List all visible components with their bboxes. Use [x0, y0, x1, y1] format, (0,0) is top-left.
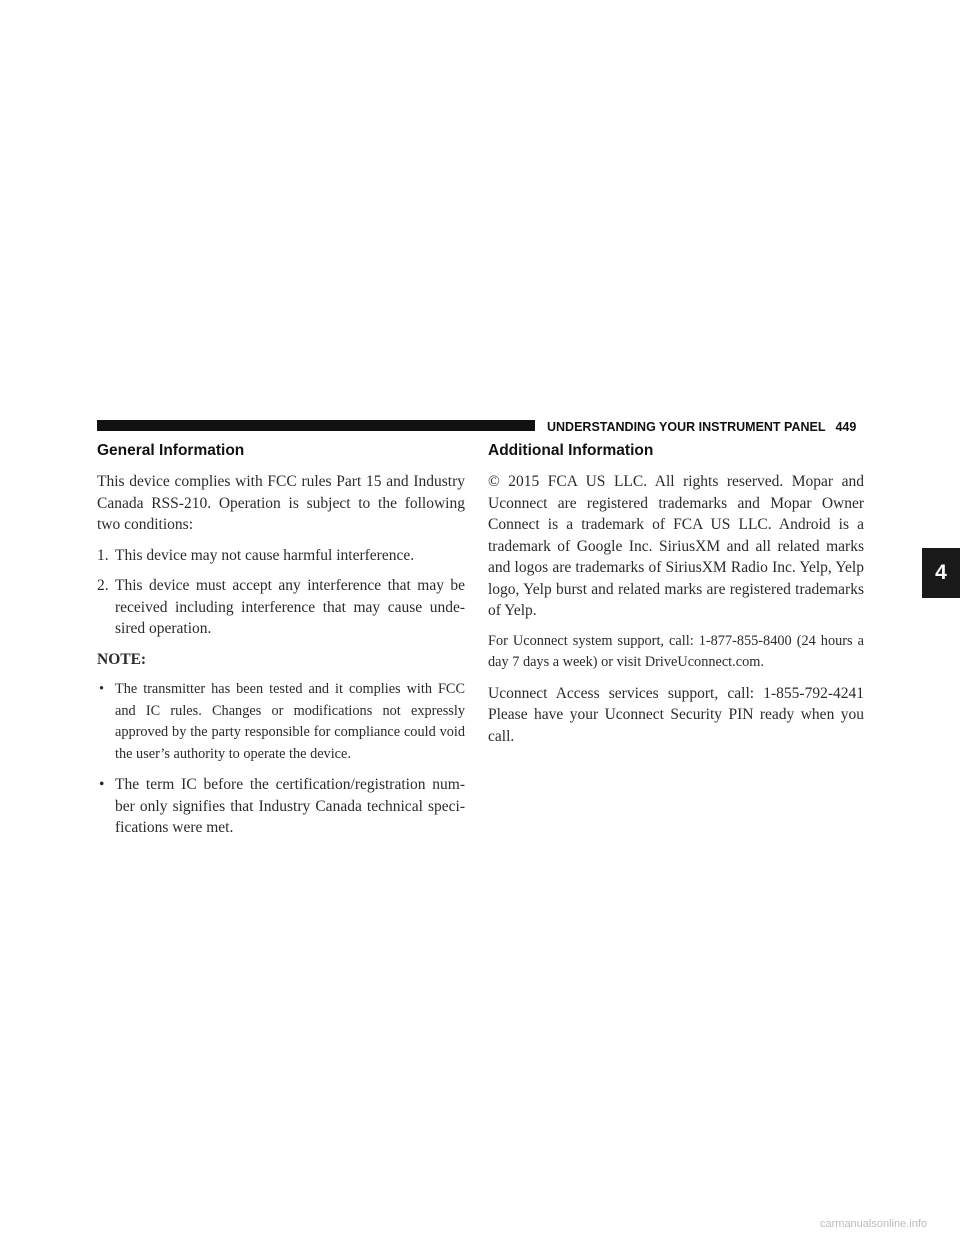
chapter-tab[interactable]: 4: [922, 548, 960, 598]
left-column: [97, 441, 465, 848]
note-text: The transmitter has been tested and it complies with FCC and IC rules. Changes or modifications not expressly approved by the party responsible for compliance could void the user’s authority to operate the device.: [115, 681, 465, 762]
note-text: The term IC before the certification/registration num-ber only signifies that Industry Canada technical speci-fications were met.: [115, 776, 465, 836]
running-header: [547, 419, 865, 435]
condition-text: This device may not cause harmful interference.: [115, 546, 415, 564]
right-column: [488, 441, 864, 756]
section-title: UNDERSTANDING YOUR INSTRUMENT PANEL: [547, 420, 826, 434]
condition-item: [97, 575, 465, 640]
condition-item: [97, 545, 465, 567]
general-information-heading: General Information: [97, 442, 245, 459]
note-bullet: [97, 679, 465, 765]
header-rule: [97, 420, 535, 431]
condition-text: This device must accept any interference that may be received including interference that may cause unde-sired operation.: [115, 577, 465, 637]
condition-number: 1.: [97, 546, 109, 564]
note-label: NOTE:: [97, 650, 147, 668]
intro-paragraph: This device complies with FCC rules Part 15 and Industry Canada RSS-210. Operation is subject to the following two conditions:: [97, 473, 465, 533]
bullet-icon: •: [99, 681, 105, 697]
note-bullet: [97, 774, 465, 839]
additional-information-heading: Additional Information: [488, 442, 654, 459]
copyright-paragraph: © 2015 FCA US LLC. All rights reserved. Mopar and Uconnect are registered trademarks and Mopar Owner Connect is a trademark of FCA US LLC. Android is a trademark of Google Inc. SiriusXM and all related marks and logos are trademarks of SiriusXM Radio Inc. Yelp, Yelp logo, Yelp burst and related marks are registered trademarks of Yelp.: [488, 473, 864, 619]
condition-number: 2.: [97, 577, 109, 594]
watermark-text: carmanualsonline.info: [820, 1218, 928, 1230]
page-number: 449: [835, 420, 857, 434]
access-support-paragraph: Uconnect Access services support, call: 1-855-792-4241 Please have your Uconnect Security PIN ready when you call.: [488, 684, 864, 745]
bullet-icon: •: [99, 776, 105, 793]
support-paragraph: For Uconnect system support, call: 1-877-855-8400 (24 hours a day 7 days a week) or visit DriveUconnect.com.: [488, 632, 864, 670]
